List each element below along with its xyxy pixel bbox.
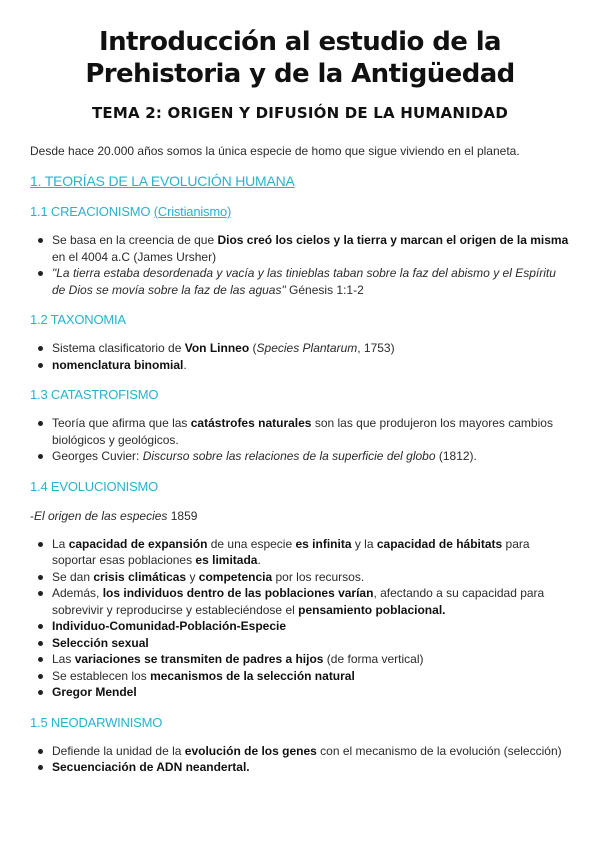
text: son las que produjeron los mayores cambios biológicos y geológicos. [52, 416, 553, 447]
text: por los recursos. [272, 569, 365, 584]
text: 1859 [167, 508, 198, 523]
subheading-neodarwinismo: 1.5 NEODARWINISMO [30, 714, 163, 730]
topic-subtitle: TEMA 2: ORIGEN Y DIFUSIÓN DE LA HUMANIDAD [92, 104, 508, 122]
bold-text: Secuenciación de ADN neandertal. [52, 760, 250, 774]
list-item [52, 415, 570, 448]
text: Sistema clasificatorio de [52, 341, 185, 355]
text: Las [52, 652, 75, 666]
list-item [52, 618, 570, 635]
bold-text: pensamiento poblacional. [298, 602, 446, 617]
subheading-taxonomia: 1.2 TAXONOMIA [30, 312, 126, 327]
creacionismo-list [30, 232, 570, 298]
subheading-creacionismo-main: 1.1 CREACIONISMO [30, 204, 151, 219]
text: . [257, 553, 261, 567]
list-item [52, 585, 570, 618]
bold-text: Selección sexual [52, 635, 149, 650]
list-item [52, 759, 570, 776]
taxonomia-list [30, 340, 570, 373]
italic-text: Species Plantarum [256, 341, 358, 355]
text: Se basa en la creencia de que [52, 233, 218, 247]
list-item [52, 635, 570, 652]
text: , 1753) [357, 341, 395, 355]
list-item [52, 265, 570, 298]
bold-text: Von Linneo [184, 341, 250, 355]
evolucionismo-list [30, 536, 570, 701]
bold-text: Dios creó los cielos y la tierra y marcan el origen de la misma [217, 233, 569, 247]
list-item [52, 569, 570, 586]
text: para soportar esas poblaciones [52, 536, 530, 567]
subheading-catastrofismo: 1.3 CATASTROFISMO [30, 387, 159, 402]
bold-text: evolución de los genes [184, 743, 317, 758]
bold-text: catástrofes naturales [190, 416, 312, 430]
bold-text: variaciones se transmiten de padres a hijos [74, 652, 324, 666]
bold-text: capacidad de hábitats [376, 536, 503, 551]
list-item [52, 357, 570, 374]
list-item [52, 668, 570, 685]
bold-text: competencia [198, 569, 273, 584]
bold-text: Gregor Mendel [52, 685, 137, 699]
text: . [183, 357, 187, 372]
italic-quote: "La tierra estaba desordenada y vacía y las tinieblas taban sobre la faz del abismo y el Espíritu de Dios se movía sobre la faz de las aguas" [52, 266, 556, 297]
italic-text: El origen de las especies [34, 508, 168, 523]
text: (1812). [435, 449, 477, 463]
text: (de forma vertical) [323, 652, 424, 666]
list-item [52, 340, 570, 357]
text: en el 4004 a.C (James Ursher) [52, 249, 217, 264]
text: de una especie [207, 536, 296, 551]
subheading-evolucionismo: 1.4 EVOLUCIONISMO [30, 478, 159, 494]
text: Génesis 1:1-2 [285, 282, 364, 297]
bold-text: capacidad de expansión [68, 536, 208, 551]
catastrofismo-list [30, 415, 570, 465]
bold-text: los individuos dentro de las poblaciones varían [102, 586, 374, 600]
text: y la [351, 536, 377, 551]
list-item [52, 743, 570, 760]
text: con el mecanismo de la evolución (selección) [316, 743, 562, 758]
text: Georges Cuvier: [52, 449, 143, 463]
bold-text: crisis climáticas [93, 569, 187, 584]
text: ( [249, 341, 257, 355]
bold-text: nomenclatura binomial [52, 357, 184, 372]
text: Teoría que afirma que las [52, 416, 191, 430]
subheading-creacionismo [30, 203, 570, 220]
intro-paragraph: Desde hace 20.000 años somos la única especie de homo que sigue viviendo en el planeta. [30, 144, 520, 158]
italic-text: Discurso sobre las relaciones de la superficie del globo [142, 449, 436, 463]
document-title: Introducción al estudio de la Prehistoria y de la Antigüedad [85, 27, 515, 89]
text: La [52, 536, 69, 551]
list-item [52, 651, 570, 668]
list-item [52, 684, 570, 701]
neodarwinismo-list [30, 743, 570, 776]
subheading-creacionismo-paren: (Cristianismo) [153, 204, 232, 219]
origin-of-species-line [30, 508, 570, 524]
text: Se establecen los [52, 668, 151, 683]
bold-text: es infinita [295, 536, 352, 551]
text: Defiende la unidad de la [52, 743, 185, 758]
list-item [52, 448, 570, 465]
list-item [52, 536, 570, 569]
bold-text: mecanismos de la selección natural [150, 668, 355, 683]
bold-text: es limitada [195, 553, 258, 567]
list-item [52, 232, 570, 265]
text: Además, [52, 586, 103, 600]
bold-text: Individuo-Comunidad-Población-Especie [52, 619, 287, 633]
text: Se dan [52, 569, 94, 584]
text: y [186, 569, 199, 584]
section-heading-theories: 1. TEORÍAS DE LA EVOLUCIÓN HUMANA [30, 173, 295, 189]
text: - [30, 508, 34, 523]
text: , afectando a su capacidad para sobrevivir y reproducirse y estableciéndose el [52, 586, 545, 617]
